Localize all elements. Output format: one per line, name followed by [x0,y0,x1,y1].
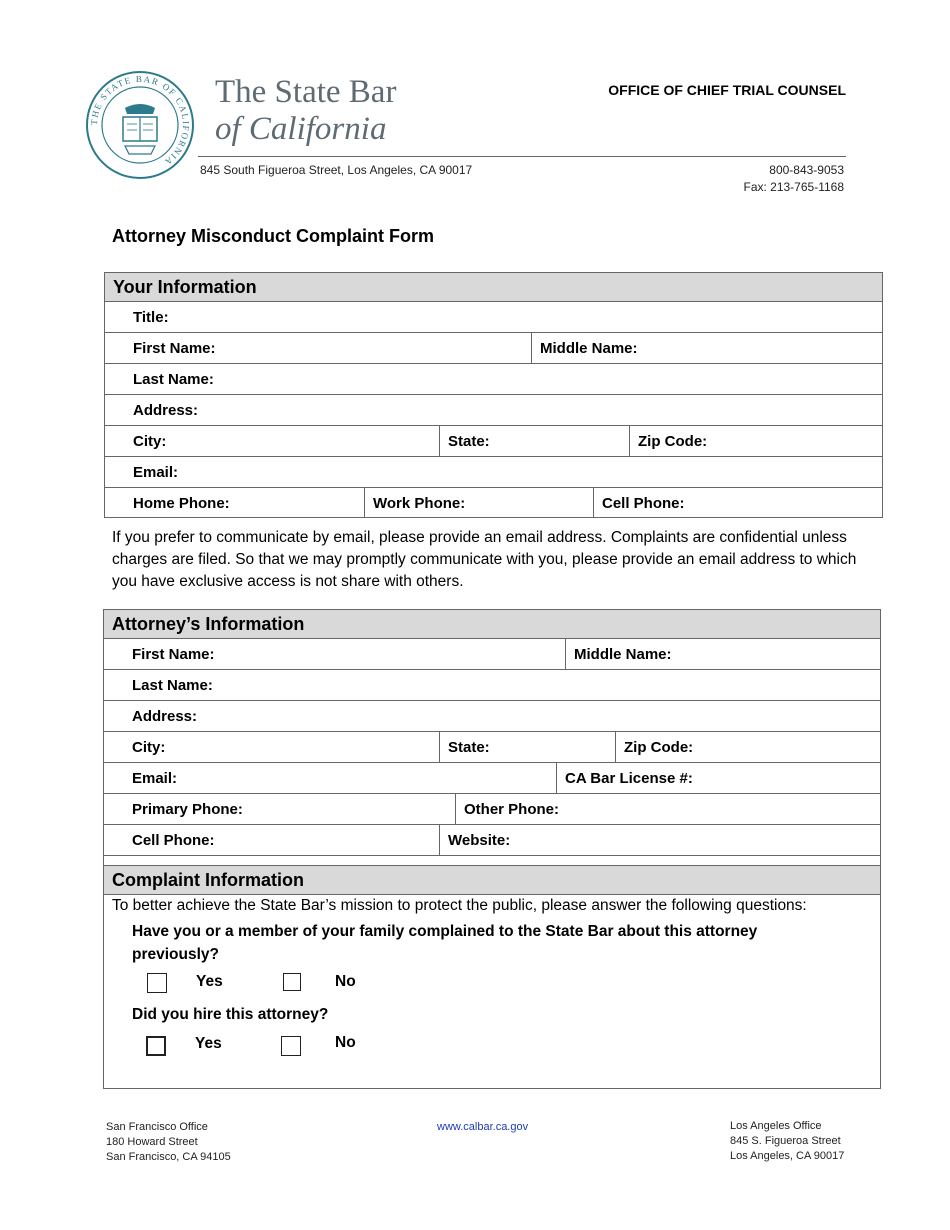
state-bar-wordmark [215,74,396,148]
attorney-first-name-field[interactable]: First Name: [132,645,215,663]
la-office-street: 845 S. Figueroa Street [730,1135,841,1147]
attorney-other-phone-field[interactable]: Other Phone: [455,794,880,824]
zip-code-field[interactable]: Zip Code: [629,426,882,456]
attorney-zip-code-field[interactable]: Zip Code: [615,732,880,762]
ca-bar-license-field[interactable]: CA Bar License #: [556,763,880,793]
attorney-city-field[interactable]: City: [132,738,166,756]
hired-attorney-yes-label: Yes [195,1035,222,1052]
previous-complaint-no-label: No [335,973,356,990]
form-title: Attorney Misconduct Complaint Form [112,226,435,246]
hired-attorney-options [104,1026,880,1066]
last-name-field[interactable]: Last Name: [133,370,214,388]
svg-text:THE STATE BAR OF CALIFORNIA: THE STATE BAR OF CALIFORNIA [88,73,192,168]
complaint-information-body [104,895,880,1066]
office-name: OFFICE OF CHIEF TRIAL COUNSEL [608,82,846,98]
fax-number: Fax: 213-765-1168 [743,180,844,194]
attorney-information-heading: Attorney’s Information [104,610,880,639]
brand-line-2: of California [215,111,387,147]
phone-number: 800-843-9053 [769,163,844,177]
home-phone-field[interactable]: Home Phone: [133,494,230,512]
hired-attorney-yes-checkbox[interactable] [146,1036,166,1056]
attorney-information-section [103,609,881,1089]
la-office-city: Los Angeles, CA 90017 [730,1150,845,1162]
first-name-field[interactable]: First Name: [133,339,216,357]
your-information-heading: Your Information [105,273,882,302]
email-field[interactable]: Email: [133,463,179,481]
attorney-email-field[interactable]: Email: [132,769,178,787]
cell-phone-field[interactable]: Cell Phone: [593,488,882,518]
sf-office-name: San Francisco Office [106,1121,208,1133]
la-office-name: Los Angeles Office [730,1120,822,1132]
previous-complaint-yes-checkbox[interactable] [147,973,167,993]
attorney-cell-phone-field[interactable]: Cell Phone: [132,831,215,849]
email-notice: If you prefer to communicate by email, please provide an email address. Complaints are confidential unless charges are filed. So that we may promptly communicate with you, please provide an email address to which you have exclusive access is not share with others. [112,529,857,590]
attorney-state-field[interactable]: State: [439,732,615,762]
office-address: 845 South Figueroa Street, Los Angeles, CA 90017 [200,163,473,177]
previous-complaint-options [104,966,880,1002]
state-bar-seal-logo [85,70,195,180]
calbar-website-link[interactable]: www.calbar.ca.gov [437,1121,529,1133]
header-divider [198,156,846,157]
hired-attorney-no-checkbox[interactable] [281,1036,301,1056]
question-previous-complaint: Have you or a member of your family complained to the State Bar about this attorney previously? [132,923,758,963]
question-hired-attorney: Did you hire this attorney? [132,1006,329,1023]
state-field[interactable]: State: [439,426,629,456]
your-information-section [104,272,883,518]
contact-numbers [743,162,844,196]
middle-name-field[interactable]: Middle Name: [531,333,882,363]
attorney-primary-phone-field[interactable]: Primary Phone: [132,800,243,818]
san-francisco-office [106,1120,231,1165]
hired-attorney-no-label: No [335,1034,356,1051]
complaint-information-heading: Complaint Information [104,866,880,895]
sf-office-street: 180 Howard Street [106,1136,198,1148]
attorney-last-name-field[interactable]: Last Name: [132,676,213,694]
complaint-intro: To better achieve the State Bar’s mission to protect the public, please answer the following questions: [112,897,807,914]
attorney-website-field[interactable]: Website: [439,825,880,855]
brand-line-1: The State Bar [215,74,397,110]
attorney-address-field[interactable]: Address: [132,707,198,725]
city-field[interactable]: City: [133,432,167,450]
attorney-middle-name-field[interactable]: Middle Name: [565,639,880,669]
address-field[interactable]: Address: [133,401,199,419]
title-field[interactable]: Title: [133,308,169,326]
previous-complaint-no-checkbox[interactable] [283,973,301,991]
work-phone-field[interactable]: Work Phone: [364,488,593,518]
previous-complaint-yes-label: Yes [196,973,223,990]
sf-office-city: San Francisco, CA 94105 [106,1151,231,1163]
section-spacer [104,856,880,865]
los-angeles-office [730,1119,844,1164]
